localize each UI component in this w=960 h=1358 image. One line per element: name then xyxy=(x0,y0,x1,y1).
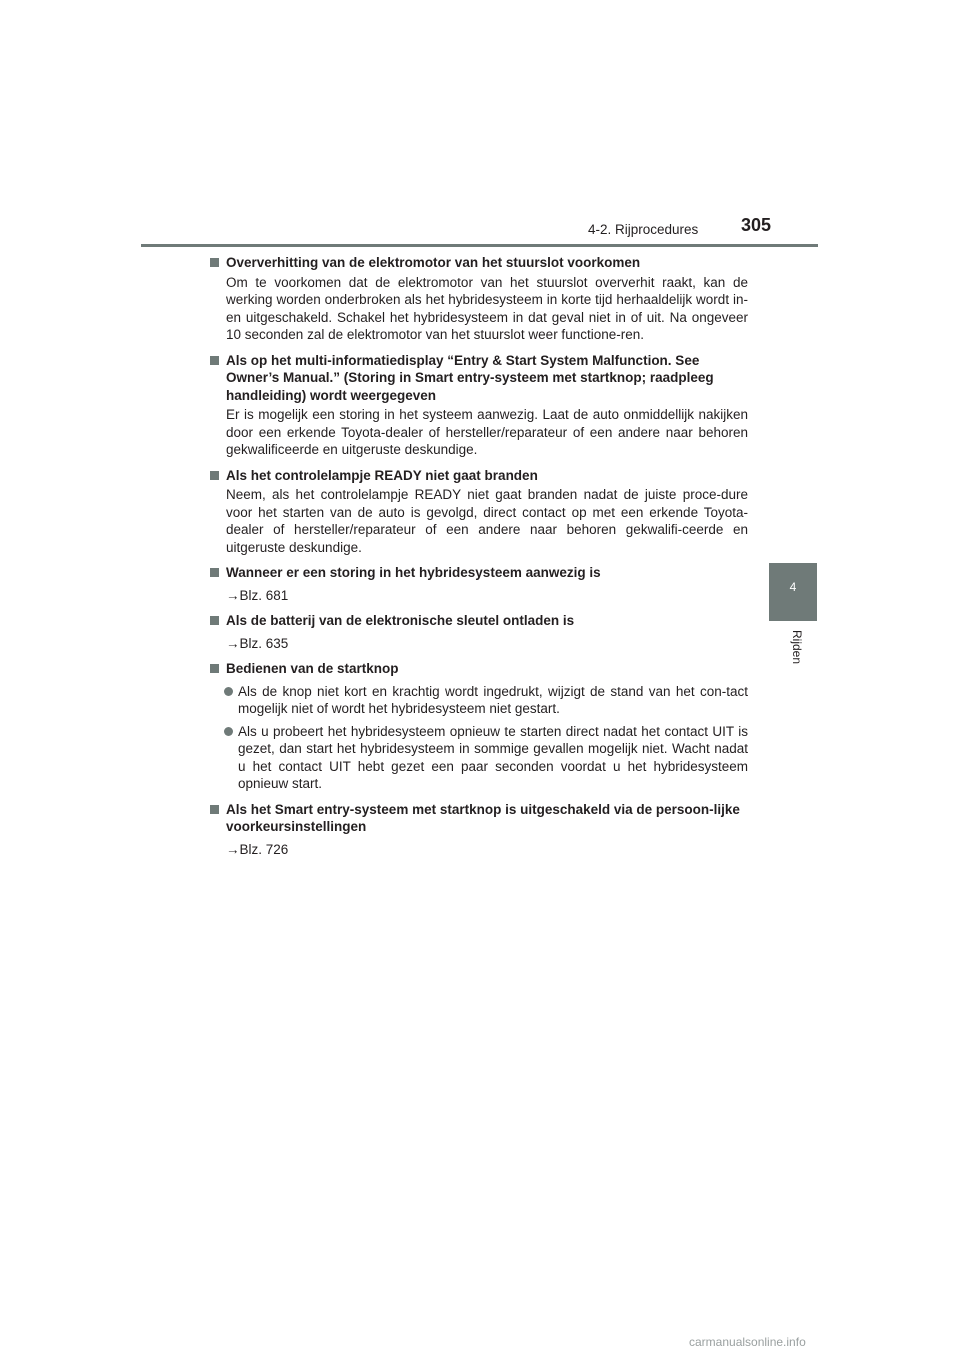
square-bullet-icon xyxy=(210,616,219,625)
square-bullet-icon xyxy=(210,471,219,480)
square-bullet-icon xyxy=(210,258,219,267)
section-heading: Als het Smart entry-systeem met startknop is uitgeschakeld via de persoon-lijke voorkeursinstellingen xyxy=(210,801,748,836)
section-body: Neem, als het controlelampje READY niet gaat branden nadat de juiste proce-dure voor het starten van de auto is gevolgd, direct contact op met een erkende Toyota-dealer of hersteller/reparateur of een andere naar behoren gekwalifi-ceerde en uitgeruste deskundige. xyxy=(226,487,748,555)
chapter-tab xyxy=(769,563,817,621)
square-bullet-icon xyxy=(210,568,219,577)
section-heading: Als op het multi-informatiedisplay “Entry & Start System Malfunction. See Owner’s Manual.” (Storing in Smart entry-systeem met startknop; raadpleeg handleiding) wordt weergegeven xyxy=(210,352,748,405)
watermark-logo: carmanualsonline.info xyxy=(689,1335,806,1349)
round-bullet-icon xyxy=(224,687,233,696)
page-reference: →Blz. 681 xyxy=(226,587,289,603)
section-heading: Als de batterij van de elektronische sleutel ontladen is xyxy=(210,612,748,630)
list-item: Als u probeert het hybridesysteem opnieuw te starten direct nadat het contact UIT is gezet, dan start het hybridesysteem in sommige gevallen mogelijk niet. Wacht nadat u het contact UIT hebt gezet een paar seconden voordat u het hybridesysteem opnieuw start. xyxy=(210,723,748,793)
page-number: 305 xyxy=(741,215,772,235)
header-divider xyxy=(141,244,818,247)
chapter-label: Rijden xyxy=(790,630,804,665)
section-body: Er is mogelijk een storing in het systeem aanwezig. Laat de auto onmiddellijk nakijken door een erkende Toyota-dealer of hersteller/reparateur of een andere naar behoren gekwalificeerde en uitgeruste deskundige. xyxy=(226,407,748,457)
page-reference: →Blz. 635 xyxy=(226,635,289,651)
section-heading: Bedienen van de startknop xyxy=(210,660,748,678)
section-heading: Wanneer er een storing in het hybridesysteem aanwezig is xyxy=(210,564,748,582)
page-reference: →Blz. 726 xyxy=(226,841,289,857)
section-heading: Als het controlelampje READY niet gaat branden xyxy=(210,467,748,485)
chapter-number: 4 xyxy=(789,580,797,594)
square-bullet-icon xyxy=(210,805,219,814)
section-title: 4-2. Rijprocedures xyxy=(588,222,699,237)
section-body: Om te voorkomen dat de elektromotor van het stuurslot oververhit raakt, kan de werking worden onderbroken als het hybridesysteem in korte tijd herhaaldelijk wordt in- en uitgeschakeld. Schakel het hybridesysteem in dat geval niet in of uit. Na ongeveer 10 seconden zal de elektromotor van het stuurslot weer functione-ren. xyxy=(226,274,748,342)
content-area xyxy=(210,254,748,858)
square-bullet-icon xyxy=(210,664,219,673)
list-item: Als de knop niet kort en krachtig wordt ingedrukt, wijzigt de stand van het con-tact mogelijk niet of wordt het hybridesysteem niet gestart. xyxy=(210,683,748,718)
square-bullet-icon xyxy=(210,356,219,365)
section-heading: Oververhitting van de elektromotor van het stuurslot voorkomen xyxy=(210,254,748,272)
round-bullet-icon xyxy=(224,727,233,736)
